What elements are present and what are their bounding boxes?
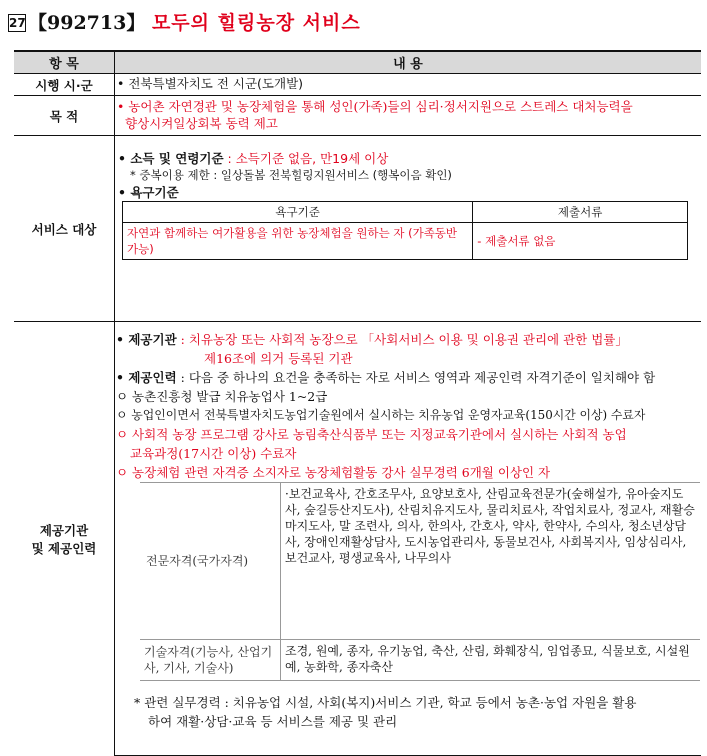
page-title bbox=[8, 8, 361, 35]
qual-value-1: ·보건교육사, 간호조무사, 요양보호사, 산림교육전문가(숲해설가, 유아숲지도사, 숲길등산지도사), 산림치유지도사, 물리치료사, 작업치료사, 정교사, 재활승마지도사, 말 조련사, 의사, 한의사, 간호사, 약사, 한약사, 수의사, 청소년상담사, 장애인재활상담사, 도시농업관리사, 동물보건사, 사회복지사, 임상심리사, 보건교사, 평생교육사, 나무의사 bbox=[281, 483, 701, 640]
staff-text: : 다음 중 하나의 요건을 충족하는 자로 서비스 영역과 제공인력 자격기준이 일치해야 함 bbox=[176, 370, 656, 385]
qual-key-2: 기술자격(기능사, 산업기사, 기사, 기술사) bbox=[140, 640, 281, 681]
qual-value-2: 조경, 원예, 종자, 유기농업, 축산, 산림, 화훼장식, 임업종묘, 식물보호, 시설원예, 농화학, 종자축산 bbox=[281, 640, 701, 681]
income-text: : 소득기준 없음, 만19세 이상 bbox=[223, 151, 389, 166]
experience-note bbox=[116, 693, 700, 731]
req-item-3b: 교육과정(17시간 이상) 수료자 bbox=[130, 446, 297, 461]
qualification-table bbox=[140, 482, 700, 681]
docs-text: - 제출서류 없음 bbox=[473, 223, 688, 260]
provider-content bbox=[115, 322, 702, 756]
purpose-text bbox=[115, 96, 702, 136]
header-item: 항 목 bbox=[14, 51, 115, 74]
income-label: • 소득 및 연령기준 bbox=[118, 151, 224, 166]
target-label: 서비스 대상 bbox=[14, 136, 115, 322]
qual-key-1: 전문자격(국가자격) bbox=[140, 483, 281, 640]
req-item-3: ㅇ 사회적 농장 프로그램 강사로 농림축산식품부 또는 지정교육기관에서 실시하는 사회적 농업 bbox=[116, 427, 627, 442]
provider-label-1: 제공기관 bbox=[39, 522, 89, 538]
service-name: 모두의 힐링농장 서비스 bbox=[151, 12, 361, 34]
org-label: • 제공기관 bbox=[116, 332, 177, 347]
req-item-1: ㅇ 농촌진흥청 발급 치유농업사 1~2급 bbox=[116, 389, 328, 404]
area-label: 시행 시·군 bbox=[14, 74, 115, 96]
dup-note: * 중복이용 제한 : 일상돌봄 전북힐링지원서비스 (행복이음 확인) bbox=[130, 168, 452, 182]
service-code: 【992713】 bbox=[28, 12, 146, 34]
staff-label: • 제공인력 bbox=[116, 370, 177, 385]
need-label: • 욕구기준 bbox=[118, 185, 179, 200]
provider-label-2: 및 제공인력 bbox=[31, 540, 97, 556]
header-content: 내 용 bbox=[115, 51, 702, 74]
req-item-2: ㅇ 농업인이면서 전북특별자치도농업기술원에서 실시하는 치유농업 운영자교육(150시간 이상) 수료자 bbox=[116, 408, 646, 422]
service-table bbox=[14, 50, 701, 756]
need-text: 자연과 함께하는 여가활용을 위한 농장체험을 원하는 자 (가족동반 가능) bbox=[123, 223, 473, 260]
docs-col-header: 제출서류 bbox=[473, 202, 688, 223]
need-table bbox=[122, 201, 688, 260]
org-text: : 치유농장 또는 사회적 농장으로 「사회서비스 이용 및 이용권 관리에 관한 법률」 bbox=[176, 332, 628, 347]
section-number: 27 bbox=[9, 16, 26, 30]
purpose-line-1: • 농어촌 자연경관 및 농장체험을 통해 성인(가족)들의 심리·정서지원으로 스트레스 대처능력을 bbox=[117, 99, 633, 114]
note-line-1: * 관련 실무경력 : 치유농업 시설, 사회(복지)서비스 기관, 학교 등에서 농촌·농업 자원을 활용 bbox=[134, 695, 637, 710]
purpose-label: 목 적 bbox=[14, 96, 115, 136]
need-col-header: 욕구기준 bbox=[123, 202, 473, 223]
purpose-line-2: 향상시켜일상회복 동력 제고 bbox=[125, 116, 278, 131]
note-line-2: 하여 재활·상담·교육 등 서비스를 제공 및 관리 bbox=[148, 714, 398, 729]
req-item-4: ㅇ 농장체험 관련 자격증 소지자로 농장체험활동 강사 실무경력 6개월 이상인 자 bbox=[116, 465, 551, 480]
org-text-2: 제16조에 의거 등록된 기관 bbox=[204, 351, 353, 366]
area-text: • 전북특별자치도 전 시군(도개발) bbox=[115, 74, 702, 96]
target-content bbox=[115, 136, 702, 322]
provider-label bbox=[14, 322, 115, 756]
